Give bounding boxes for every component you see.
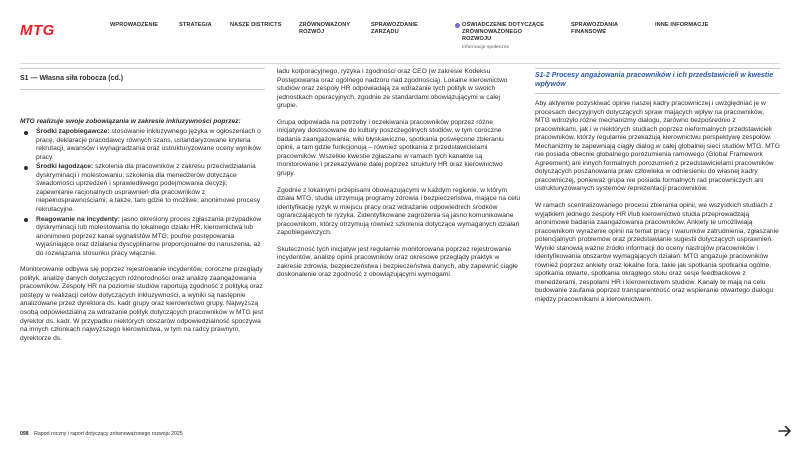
inclusivity-lead: MTG realizuje swoje zobowiązania w zakresie inkluzywności poprzez: — [20, 117, 241, 125]
footer-title: Raport roczny i raport dotyczący zrównoważonego rozwoju 2025 — [34, 431, 183, 437]
nav-subitem-informacje-spoleczne[interactable]: Informacje społeczne — [462, 45, 510, 50]
footer — [20, 431, 183, 437]
effectiveness-paragraph: Skuteczność tych inicjatyw jest regularnie monitorowana poprzez rejestrowanie incydentów, analizę opinii pracowników oraz okresowe przeglądy praktyk w zakresie zdrowia, bezpieczeństwa i bezpieczeństwa danych, aby zapewnić ciągłe doskonalenie oraz zgodność z obowiązującymi wymogami. — [277, 245, 518, 279]
mtg-logo[interactable]: MTG — [20, 22, 55, 39]
list-item: Środki łagodzące: szkolenia dla pracowników z zakresu przeciwdziałania dyskryminacji i molestowaniu; szkolenia dla menedżerów dotyczące świadomości uprzedzeń i sprawiedliwego podejmowania decyzji; zapewnianie racjonalnych usprawnień dla pracowników z niepełnosprawnościami; a także, tam gdzie to możliwe, anonimowe procesy rekrutacyjne. — [20, 163, 265, 214]
column-middle — [277, 68, 522, 288]
inclusivity-list — [20, 128, 265, 258]
arrow-right-icon[interactable] — [778, 424, 792, 438]
nav-item-zrownowazony-rozwoj[interactable]: ZRÓWNOWAŻONY ROZWÓJ — [299, 22, 351, 35]
s1-2-heading: S1-2 Procesy angażowania pracowników i ich przedstawicieli w kwestie wpływów — [535, 68, 780, 94]
column-left — [20, 68, 265, 351]
active-dot-icon — [455, 23, 460, 28]
nav-item-nasze-districts[interactable]: NASZE DISTRICTS — [230, 22, 282, 28]
nav-item-inne-informacje[interactable]: INNE INFORMACJE — [655, 22, 709, 28]
governance-paragraph: ładu korporacyjnego, ryzyka i zgodności oraz CEO (w zakresie Kodeksu Postępowania oraz ogólnego nadzoru nad zgodnością). Lokalne kierownictwo studiów oraz zespoły HR odpowiadają za wdrażanie tych polityk w swoich jednostkach operacyjnych, zgodnie ze standardami obowiązującymi w całej grupie. — [277, 68, 508, 110]
dialogue-paragraph: Aby aktywnie pozyskiwać opinie naszej kadry pracowniczej i uwzględniać je w procesach decyzyjnych dotyczących spraw mających wpływ na pracowników, MTG wdrożyło różne mechanizmy dialogu, zarówno bezpośrednio z pracownikami, jak i w niektórych studiach poprzez nieformalnych przedstawicieli pracowników, którzy regularnie przekazują kierownictwu perspektywę zespołów. Mechanizmy te zapewniają ciągły dialog w całej globalnej sieci studiów MTG. MTG nie posiada obecnie globalnego porozumienia ramowego (Global Framework Agreement) ani innych formalnych porozumień z przedstawicielami pracowników dotyczących poszanowania praw człowieka w odniesieniu do własnej kadry pracowniczej, ponieważ grupa nie posiada formalnych rad pracowniczych ani ustrukturyzowanych systemów reprezentacji pracowników. — [535, 100, 780, 193]
nav-item-oswiadczenie[interactable]: OŚWIADCZENIE DOTYCZĄCE ZRÓWNOWAŻONEGO ROZWOJU Informacje społeczne — [462, 22, 552, 51]
nav-item-sprawozdanie-zarzadu[interactable]: SPRAWOZDANIE ZARZĄDU — [371, 22, 418, 35]
column-right — [535, 68, 780, 313]
nav-item-wprowadzenie[interactable]: WPROWADZENIE — [110, 22, 159, 28]
list-item: Środki zapobiegawcze: stosowanie inkluzywnego języka w ogłoszeniach o pracę, deklaracje pracodawcy równych szans, ustandaryzowane kryteria rekrutacji, awansów i wynagradzania oraz ustrukturyzowane oceny wyników pracy. — [20, 128, 265, 162]
list-item: Reagowanie na incydenty: jasno określony proces zgłaszania przypadków dyskryminacji lub molestowania do lokalnego działu HR, kierownictwa lub anonimowo poprzez kanał sygnalistów MTG; poufne postępowania wyjaśniające oraz działania dyscyplinarne proporcjonalne do naruszenia, aż do rozwiązania stosunku pracy włącznie. — [20, 216, 265, 259]
nav-item-strategia[interactable]: STRATEGIA — [179, 22, 212, 28]
monitoring-paragraph: Monitorowanie odbywa się poprzez rejestrowanie incydentów, coroczne przeglądy polityk, analizę danych dotyczących różnorodności oraz analizę zaangażowania pracowników. Zespoły HR na poziomie studiów raportują zgodność z polityką oraz postępy w realizacji celów dotyczących inkluzywności, a wyniki są następnie analizowane przez dyrektora ds. kadr grupy oraz kierownictwo grupy. Najwyższą osobą odpowiedzialną za wdrażanie polityk dotyczących pracowników w MTG jest dyrektor ds. kadr. W przypadku niektórych obszarów odpowiedzialność spoczywa na innych członkach najwyższego kierownictwa, w tym na radcy prawnym, dyrektorze ds. — [20, 266, 264, 342]
page-number: 098 — [20, 431, 29, 437]
survey-paragraph: W ramach scentralizowanego procesu zbierania opinii, we wszystkich studiach z wyjątkiem jednego zespoły HR i/lub kierownictwo studia przeprowadzają anonimowe badania zaangażowania pracowników. Ankiety te umożliwiają pracownikom wyrażenie opinii na temat pracy i warunków zatrudnienia, zgłaszanie potencjalnych problemów oraz przedstawianie sugestii dotyczących usprawnień. Wyniki stanowią ważne źródło informacji do oceny nastrojów pracowników i identyfikowania obszarów wymagających działań. MTG angażuje pracowników również poprzez ankiety oraz lokalne fora, takie jak spotkania spotkania ogólne, spotkania otwarte, spotkania okrągłego stołu oraz sesje feedbackowe z menedżerami, zespołami HR i kierownictwem studiów. Kanały te mają na celu budowanie zaufania poprzez transparentność oraz wspieranie otwartego dialogu między pracownikami a kierownictwem. — [535, 202, 779, 304]
section-title: S1 — Własna siła robocza (cd.) — [20, 68, 265, 90]
header-divider — [20, 63, 780, 64]
engagement-paragraph: Grupa odpowiada na potrzeby i oczekiwania pracowników poprzez różne inicjatywy dostosowane do kultury poszczególnych studiów, w tym coroczne badania zaangażowania, wiki błyskawiczne, spotkania poświęcone zbieraniu opinii, a tam gdzie funkcjonują – również spotkania z przedstawicielami pracowników. Wszelkie kwestie zgłaszane w ramach tych kanałów są monitorowane i przekazywane dalej poprzez struktury HR oraz kierownictwo grupy. — [277, 118, 504, 178]
nav-item-sprawozdania-finansowe[interactable]: SPRAWOZDANIA FINANSOWE — [571, 22, 618, 35]
health-safety-paragraph: Zgodnie z lokalnymi przepisami obowiązującymi w każdym regionie, w którym działa MTG, studia utrzymują programy zdrowia i bezpieczeństwa, mające na celu identyfikację ryzyk w miejscu pracy oraz wdrażanie odpowiednich środków ograniczających te ryzyka. Zidentyfikowane zagrożenia są jasno komunikowane pracownikom, którzy otrzymują również szkolenia dotyczące wymaganych działań zapobiegawczych. — [277, 186, 521, 237]
